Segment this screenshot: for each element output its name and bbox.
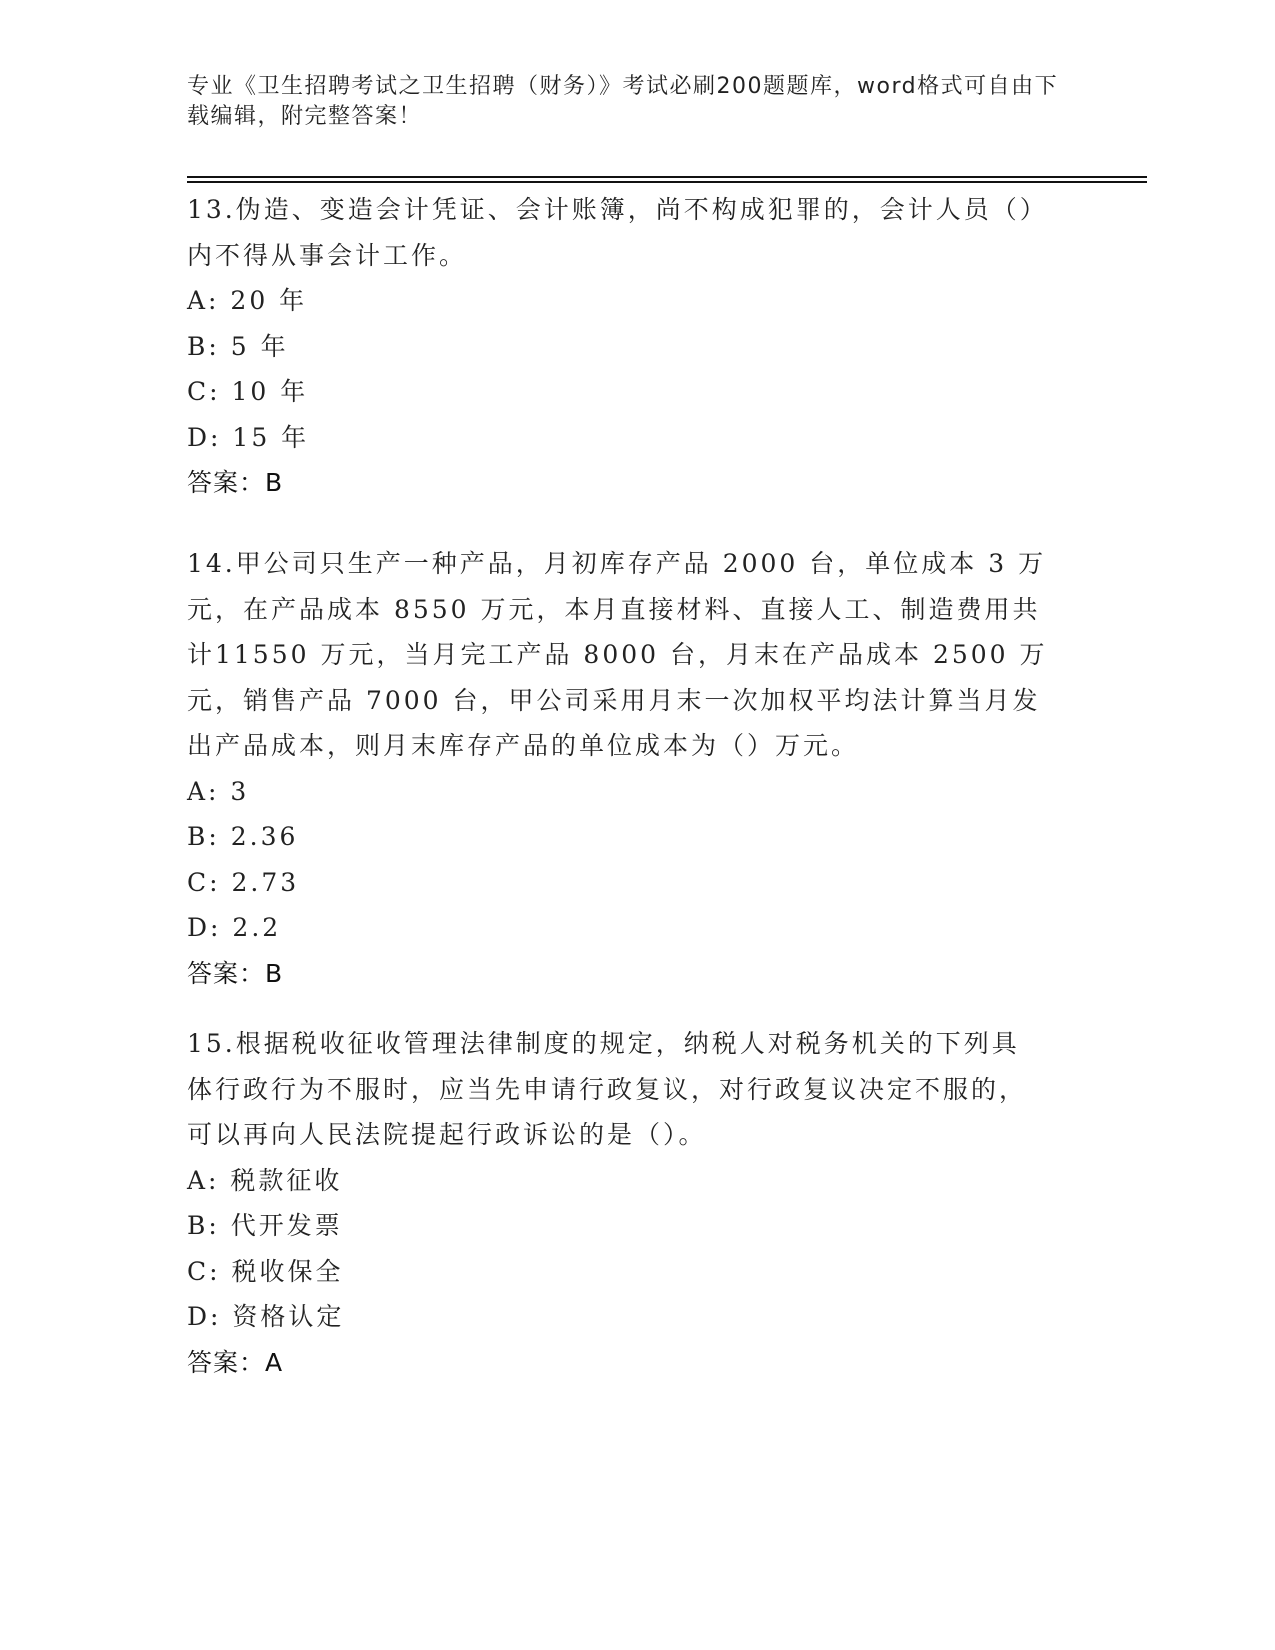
question-13 bbox=[187, 187, 1087, 506]
option-a: A: 20 年 bbox=[187, 286, 308, 315]
option-c: C: 税收保全 bbox=[187, 1256, 344, 1286]
option-b: B: 5 年 bbox=[187, 331, 289, 361]
option-c: C: 10 年 bbox=[187, 377, 309, 406]
question-14 bbox=[187, 541, 1087, 996]
question-15 bbox=[187, 1021, 1087, 1385]
answer: 答案：B bbox=[187, 958, 284, 988]
document-header: 专业《卫生招聘考试之卫生招聘（财务）》考试必刷200题题库，word格式可自由下载编辑，附完整答案！ bbox=[187, 74, 1059, 129]
question-stem: 15.根据税收征收管理法律制度的规定，纳税人对税务机关的下列具体行政行为不服时，应当先申请行政复议，对行政复议决定不服的，可以再向人民法院提起行政诉讼的是（）。 bbox=[187, 1029, 1028, 1149]
option-d: D: 资格认定 bbox=[187, 1302, 345, 1331]
option-a: A: 税款征收 bbox=[187, 1165, 343, 1195]
answer: 答案：B bbox=[187, 468, 284, 497]
question-stem: 14.甲公司只生产一种产品，月初库存产品 2000 台，单位成本 3 万元，在产品成本 8550 万元，本月直接材料、直接人工、制造费用共计11550 万元，当月完工产品 8000 台，月末在产品成本 2500 万元，销售产品 7000 台，甲公司采用月末一次加权平均法计算当月发出产品成本，则月末库存产品的单位成本为（）万元。 bbox=[187, 549, 1048, 760]
option-b: B: 代开发票 bbox=[187, 1211, 343, 1240]
answer: 答案：A bbox=[187, 1347, 284, 1377]
header-divider-top bbox=[187, 176, 1147, 178]
option-a: A: 3 bbox=[187, 776, 250, 806]
option-b: B: 2.36 bbox=[187, 822, 299, 851]
header-divider-bottom bbox=[187, 181, 1147, 183]
option-d: D: 2.2 bbox=[187, 913, 282, 942]
question-stem: 13.伪造、变造会计凭证、会计账簿，尚不构成犯罪的，会计人员（）内不得从事会计工作。 bbox=[187, 195, 1036, 270]
option-c: C: 2.73 bbox=[187, 867, 300, 897]
option-d: D: 15 年 bbox=[187, 422, 310, 452]
